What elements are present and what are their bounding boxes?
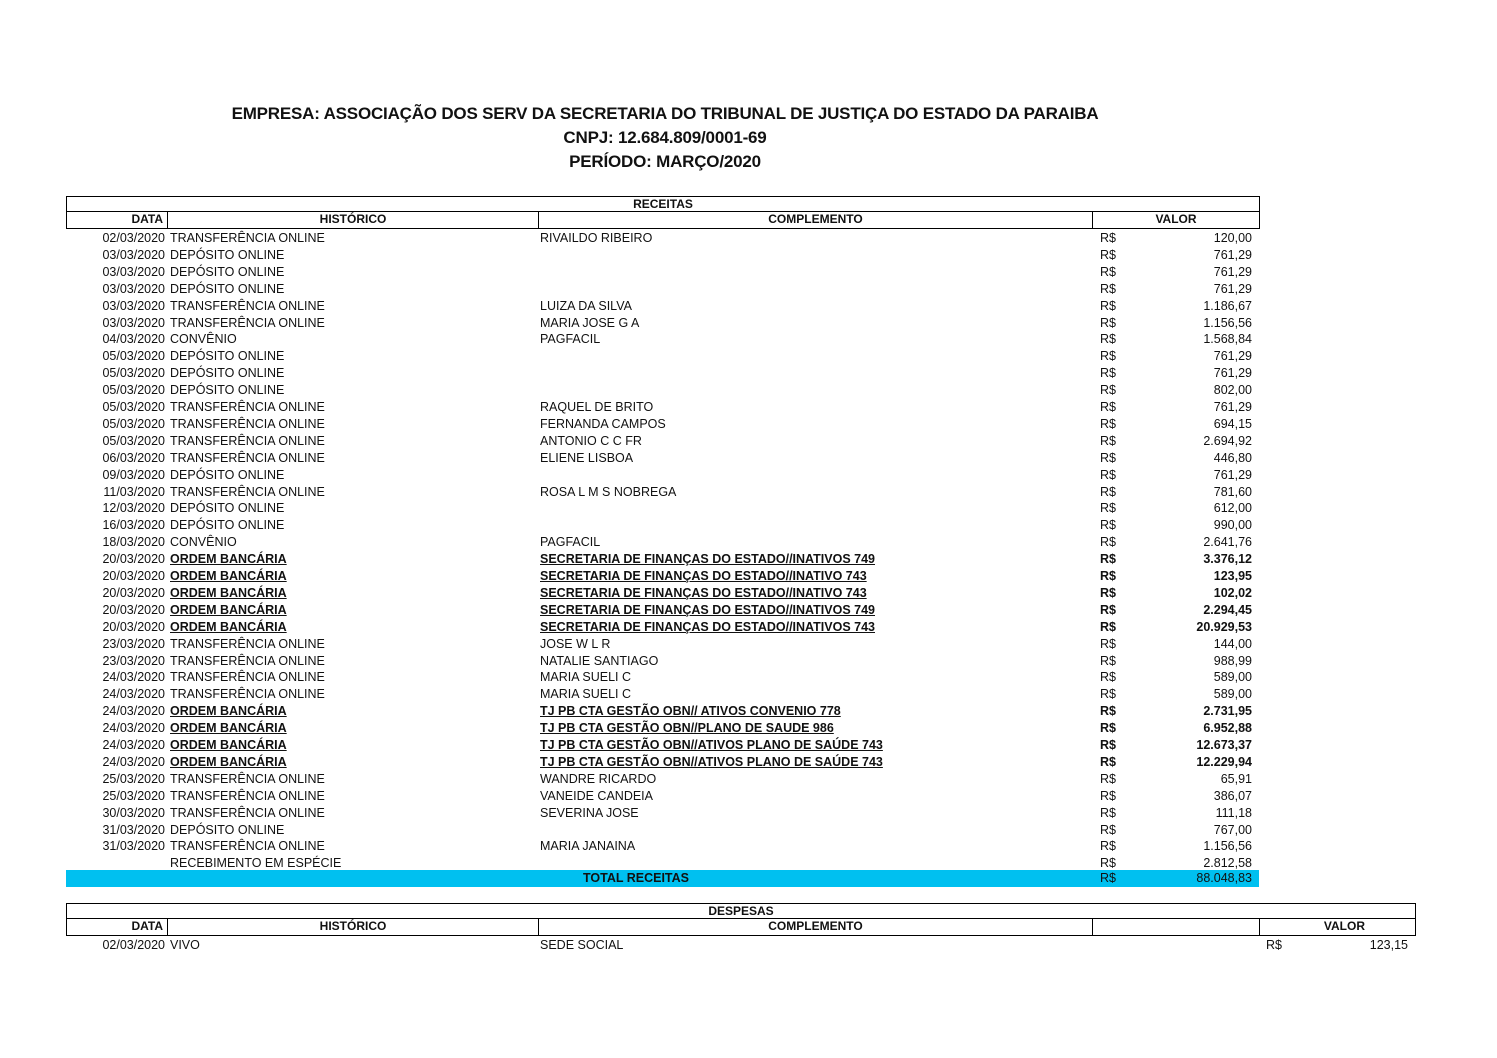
- cell-valor: 2.694,92: [1203, 433, 1252, 448]
- cell-historico: ORDEM BANCÁRIA: [170, 585, 287, 600]
- cell-complemento: SEDE SOCIAL: [540, 938, 624, 952]
- cell-historico: DEPÓSITO ONLINE: [170, 281, 285, 296]
- cell-currency: R$: [1100, 569, 1116, 583]
- cell-complemento: JOSE W L R: [540, 636, 611, 651]
- cell-historico: DEPÓSITO ONLINE: [170, 366, 285, 381]
- cell-complemento: TJ PB CTA GESTÃO OBN//PLANO DE SAUDE 986: [540, 721, 834, 736]
- cell-currency: R$: [1100, 805, 1116, 820]
- desp-col-historico: HISTÓRICO: [168, 919, 539, 936]
- cell-complemento: VANEIDE CANDEIA: [540, 788, 653, 803]
- cell-date: 12/03/2020: [102, 501, 165, 516]
- cell-historico: TRANSFERÊNCIA ONLINE: [170, 687, 325, 702]
- cell-date: 24/03/2020: [102, 704, 165, 719]
- table-row: [66, 517, 1260, 534]
- table-row: [66, 838, 1260, 855]
- col-valor: VALOR: [1093, 212, 1260, 229]
- cell-valor: 761,29: [1213, 264, 1252, 279]
- cell-valor: 1.156,56: [1203, 315, 1252, 330]
- cell-date: 04/03/2020: [102, 332, 165, 347]
- cell-currency: R$: [1100, 231, 1116, 245]
- cell-date: 30/03/2020: [102, 805, 165, 820]
- cell-date: 24/03/2020: [102, 670, 165, 685]
- cell-complemento: MARIA SUELI C: [540, 670, 631, 685]
- cell-valor: 120,00: [1213, 231, 1252, 245]
- table-row: [66, 281, 1260, 298]
- table-row: [66, 937, 1416, 954]
- cell-complemento: WANDRE RICARDO: [540, 771, 657, 786]
- cell-currency: R$: [1100, 484, 1116, 499]
- table-row: [66, 754, 1260, 771]
- table-row: [66, 467, 1260, 484]
- cell-valor: 111,18: [1215, 805, 1252, 820]
- table-row: [66, 686, 1260, 703]
- cell-currency: R$: [1100, 315, 1116, 330]
- cell-valor: 761,29: [1213, 349, 1252, 364]
- cell-historico: DEPÓSITO ONLINE: [170, 501, 285, 516]
- cell-historico: TRANSFERÊNCIA ONLINE: [170, 433, 325, 448]
- cell-historico: TRANSFERÊNCIA ONLINE: [170, 231, 325, 245]
- cell-date: 20/03/2020: [102, 569, 165, 583]
- cell-historico: DEPÓSITO ONLINE: [170, 383, 285, 398]
- cell-currency: R$: [1100, 754, 1116, 769]
- cell-valor: 612,00: [1213, 501, 1252, 516]
- cell-historico: ORDEM BANCÁRIA: [170, 602, 287, 617]
- cell-historico: ORDEM BANCÁRIA: [170, 754, 287, 769]
- table-row: [66, 331, 1260, 348]
- table-row: [66, 534, 1260, 551]
- cell-currency: R$: [1100, 433, 1116, 448]
- cell-currency: R$: [1100, 332, 1116, 347]
- cell-date: 03/03/2020: [102, 281, 165, 296]
- cell-valor: 2.812,58: [1203, 856, 1252, 871]
- cell-currency: R$: [1100, 298, 1116, 313]
- table-row: [66, 450, 1260, 467]
- cell-complemento: ROSA L M S NOBREGA: [540, 484, 677, 499]
- cell-date: 20/03/2020: [102, 602, 165, 617]
- table-row: [66, 720, 1260, 737]
- cell-currency: R$: [1100, 602, 1116, 617]
- cell-date: 24/03/2020: [102, 687, 165, 702]
- cell-date: 25/03/2020: [102, 771, 165, 786]
- cell-valor: 6.952,88: [1203, 721, 1252, 736]
- cell-date: 25/03/2020: [102, 788, 165, 803]
- cell-currency: R$: [1100, 501, 1116, 516]
- cell-complemento: NATALIE SANTIAGO: [540, 653, 659, 668]
- total-currency: R$: [1100, 871, 1116, 885]
- cell-historico: ORDEM BANCÁRIA: [170, 704, 287, 719]
- col-data: DATA: [66, 212, 168, 229]
- cell-date: 05/03/2020: [102, 366, 165, 381]
- cell-currency: R$: [1100, 738, 1116, 752]
- cell-complemento: MARIA JANAINA: [540, 839, 636, 854]
- cell-complemento: MARIA SUELI C: [540, 687, 631, 702]
- col-complemento: COMPLEMENTO: [539, 212, 1093, 229]
- cell-complemento: PAGFACIL: [540, 332, 601, 347]
- cell-currency: R$: [1100, 721, 1116, 736]
- cell-complemento: ANTONIO C C FR: [540, 433, 642, 448]
- cell-date: 31/03/2020: [102, 822, 165, 837]
- table-row: [66, 788, 1260, 805]
- cell-valor: 2.294,45: [1203, 602, 1252, 617]
- table-row: [66, 551, 1260, 568]
- cell-date: 11/03/2020: [103, 484, 165, 499]
- cell-valor: 2.731,95: [1203, 704, 1252, 719]
- cell-historico: TRANSFERÊNCIA ONLINE: [170, 636, 325, 651]
- cell-complemento: TJ PB CTA GESTÃO OBN//ATIVOS PLANO DE SAÚDE 743: [540, 754, 883, 769]
- cell-currency: R$: [1100, 416, 1116, 431]
- cell-complemento: SECRETARIA DE FINANÇAS DO ESTADO//INATIVOS 743: [540, 619, 875, 634]
- cell-valor: 2.641,76: [1203, 535, 1252, 550]
- cell-valor: 761,29: [1213, 467, 1252, 482]
- table-row: [66, 416, 1260, 433]
- cell-historico: ORDEM BANCÁRIA: [170, 552, 287, 567]
- company-heading: EMPRESA: ASSOCIAÇÃO DOS SERV DA SECRETARIA DO TRIBUNAL DE JUSTIÇA DO ESTADO DA PARAIBA: [231, 104, 1099, 123]
- cell-currency: R$: [1100, 653, 1116, 668]
- cell-complemento: SECRETARIA DE FINANÇAS DO ESTADO//INATIVOS 749: [540, 552, 875, 567]
- cell-valor: 123,95: [1213, 569, 1252, 583]
- cell-currency: R$: [1100, 383, 1116, 398]
- table-row: [66, 433, 1260, 450]
- cell-complemento: SECRETARIA DE FINANÇAS DO ESTADO//INATIVO 743: [540, 569, 867, 583]
- cell-complemento: TJ PB CTA GESTÃO OBN// ATIVOS CONVENIO 778: [540, 704, 841, 719]
- cell-date: 03/03/2020: [102, 264, 165, 279]
- cell-complemento: MARIA JOSE G A: [540, 315, 640, 330]
- cell-historico: CONVÊNIO: [170, 535, 237, 550]
- cell-historico: ORDEM BANCÁRIA: [170, 738, 287, 752]
- table-row: [66, 484, 1260, 501]
- cell-complemento: LUIZA DA SILVA: [540, 298, 632, 313]
- cell-currency: R$: [1100, 856, 1116, 871]
- receitas-title: RECEITAS: [66, 196, 1260, 212]
- table-row: [66, 298, 1260, 315]
- cell-date: 02/03/2020: [102, 938, 165, 952]
- cell-date: 05/03/2020: [102, 400, 165, 414]
- table-row: [66, 315, 1260, 332]
- total-receitas-row: [66, 870, 1259, 887]
- table-row: [66, 636, 1260, 653]
- cell-historico: DEPÓSITO ONLINE: [170, 518, 285, 533]
- cell-historico: TRANSFERÊNCIA ONLINE: [170, 298, 325, 313]
- table-row: [66, 500, 1260, 517]
- cell-currency: R$: [1100, 585, 1116, 600]
- cell-historico: TRANSFERÊNCIA ONLINE: [170, 653, 325, 668]
- cell-currency: R$: [1100, 518, 1116, 533]
- cell-date: 05/03/2020: [102, 349, 165, 364]
- cell-currency: R$: [1266, 938, 1282, 952]
- cell-valor: 102,02: [1213, 585, 1252, 600]
- cell-date: 24/03/2020: [102, 721, 165, 736]
- cell-complemento: TJ PB CTA GESTÃO OBN//ATIVOS PLANO DE SAÚDE 743: [540, 738, 883, 752]
- period-heading: PERÍODO: MARÇO/2020: [569, 152, 761, 171]
- table-row: [66, 382, 1260, 399]
- cell-complemento: SEVERINA JOSE: [540, 805, 639, 820]
- cell-valor: 20.929,53: [1196, 619, 1252, 634]
- cell-historico: ORDEM BANCÁRIA: [170, 619, 287, 634]
- despesas-title: DESPESAS: [66, 903, 1416, 919]
- cell-date: 05/03/2020: [102, 383, 165, 398]
- table-row: [66, 399, 1260, 416]
- cell-valor: 446,80: [1213, 450, 1252, 465]
- cell-historico: DEPÓSITO ONLINE: [170, 247, 285, 262]
- cell-valor: 12.673,37: [1196, 738, 1252, 752]
- cell-date: 18/03/2020: [102, 535, 165, 550]
- cell-historico: TRANSFERÊNCIA ONLINE: [170, 839, 325, 854]
- cell-currency: R$: [1100, 670, 1116, 685]
- cell-historico: ORDEM BANCÁRIA: [170, 721, 287, 736]
- cell-date: 03/03/2020: [102, 298, 165, 313]
- cell-currency: R$: [1100, 450, 1116, 465]
- cell-historico: TRANSFERÊNCIA ONLINE: [170, 788, 325, 803]
- cell-date: 23/03/2020: [102, 653, 165, 668]
- cell-historico: TRANSFERÊNCIA ONLINE: [170, 771, 325, 786]
- cell-date: 05/03/2020: [102, 433, 165, 448]
- table-row: [66, 602, 1260, 619]
- cell-date: 05/03/2020: [102, 416, 165, 431]
- cell-currency: R$: [1100, 687, 1116, 702]
- cell-valor: 990,00: [1213, 518, 1252, 533]
- cell-currency: R$: [1100, 400, 1116, 414]
- desp-col-data: DATA: [66, 919, 168, 936]
- cell-historico: DEPÓSITO ONLINE: [170, 264, 285, 279]
- cell-currency: R$: [1100, 704, 1116, 719]
- cell-complemento: SECRETARIA DE FINANÇAS DO ESTADO//INATIVO 743: [540, 585, 867, 600]
- cell-historico: DEPÓSITO ONLINE: [170, 349, 285, 364]
- cell-historico: ORDEM BANCÁRIA: [170, 569, 287, 583]
- cell-complemento: FERNANDA CAMPOS: [540, 416, 666, 431]
- table-row: [66, 703, 1260, 720]
- cell-valor: 761,29: [1213, 400, 1252, 414]
- cell-valor: 761,29: [1213, 247, 1252, 262]
- cell-currency: R$: [1100, 247, 1116, 262]
- cell-valor: 1.186,67: [1203, 298, 1252, 313]
- cell-complemento: PAGFACIL: [540, 535, 601, 550]
- table-row: [66, 348, 1260, 365]
- cell-currency: R$: [1100, 619, 1116, 634]
- cell-valor: 12.229,94: [1196, 754, 1252, 769]
- cell-valor: 386,07: [1213, 788, 1252, 803]
- cell-historico: DEPÓSITO ONLINE: [170, 467, 285, 482]
- cell-currency: R$: [1100, 822, 1116, 837]
- cell-currency: R$: [1100, 264, 1116, 279]
- cell-date: 24/03/2020: [102, 754, 165, 769]
- table-row: [66, 771, 1260, 788]
- cell-date: 24/03/2020: [102, 738, 165, 752]
- cell-historico: RECEBIMENTO EM ESPÉCIE: [170, 856, 342, 871]
- cell-valor: 3.376,12: [1203, 552, 1252, 567]
- cell-historico: TRANSFERÊNCIA ONLINE: [170, 400, 325, 414]
- cell-valor: 767,00: [1213, 822, 1252, 837]
- cell-valor: 589,00: [1213, 687, 1252, 702]
- cell-complemento: ELIENE LISBOA: [540, 450, 634, 465]
- cell-date: 23/03/2020: [102, 636, 165, 651]
- cell-currency: R$: [1100, 771, 1116, 786]
- table-row: [66, 264, 1260, 281]
- table-row: [66, 568, 1260, 585]
- desp-col-complemento: COMPLEMENTO: [539, 919, 1093, 936]
- cell-date: 03/03/2020: [102, 247, 165, 262]
- table-row: [66, 822, 1260, 839]
- cell-date: 31/03/2020: [102, 839, 165, 854]
- cell-historico: TRANSFERÊNCIA ONLINE: [170, 484, 325, 499]
- cell-complemento: SECRETARIA DE FINANÇAS DO ESTADO//INATIVOS 749: [540, 602, 875, 617]
- cell-valor: 1.156,56: [1203, 839, 1252, 854]
- cell-valor: 144,00: [1213, 636, 1252, 651]
- table-row: [66, 669, 1260, 686]
- cell-historico: TRANSFERÊNCIA ONLINE: [170, 805, 325, 820]
- cell-date: 03/03/2020: [102, 315, 165, 330]
- table-row: [66, 247, 1260, 264]
- cell-historico: TRANSFERÊNCIA ONLINE: [170, 315, 325, 330]
- cell-date: 06/03/2020: [102, 450, 165, 465]
- cnpj-heading: CNPJ: 12.684.809/0001-69: [563, 128, 767, 147]
- cell-historico: VIVO: [170, 938, 200, 952]
- cell-valor: 802,00: [1213, 383, 1252, 398]
- cell-date: 16/03/2020: [102, 518, 165, 533]
- cell-historico: TRANSFERÊNCIA ONLINE: [170, 450, 325, 465]
- cell-valor: 694,15: [1213, 416, 1252, 431]
- table-row: [66, 619, 1260, 636]
- cell-currency: R$: [1100, 535, 1116, 550]
- cell-valor: 589,00: [1213, 670, 1252, 685]
- cell-currency: R$: [1100, 552, 1116, 567]
- cell-valor: 781,60: [1213, 484, 1252, 499]
- cell-valor: 761,29: [1213, 366, 1252, 381]
- cell-date: 20/03/2020: [102, 552, 165, 567]
- cell-valor: 1.568,84: [1203, 332, 1252, 347]
- cell-historico: TRANSFERÊNCIA ONLINE: [170, 416, 325, 431]
- desp-col-valor: VALOR: [1260, 919, 1416, 936]
- total-label: TOTAL RECEITAS: [582, 871, 690, 885]
- cell-historico: DEPÓSITO ONLINE: [170, 822, 285, 837]
- cell-currency: R$: [1100, 349, 1116, 364]
- cell-complemento: RIVAILDO RIBEIRO: [540, 231, 653, 245]
- cell-date: 02/03/2020: [102, 231, 165, 245]
- cell-currency: R$: [1100, 636, 1116, 651]
- cell-currency: R$: [1100, 788, 1116, 803]
- cell-valor: 123,15: [1369, 938, 1408, 952]
- total-value: 88.048,83: [1196, 871, 1252, 885]
- cell-valor: 988,99: [1213, 653, 1252, 668]
- cell-complemento: RAQUEL DE BRITO: [540, 400, 654, 414]
- cell-currency: R$: [1100, 467, 1116, 482]
- cell-date: 09/03/2020: [102, 467, 165, 482]
- desp-col-blank: [1093, 919, 1260, 936]
- cell-valor: 65,91: [1220, 771, 1252, 786]
- table-row: [66, 365, 1260, 382]
- cell-historico: CONVÊNIO: [170, 332, 237, 347]
- cell-date: 20/03/2020: [102, 619, 165, 634]
- cell-currency: R$: [1100, 281, 1116, 296]
- col-historico: HISTÓRICO: [168, 212, 539, 229]
- table-row: [66, 230, 1260, 247]
- cell-date: 20/03/2020: [102, 585, 165, 600]
- table-row: [66, 653, 1260, 670]
- table-row: [66, 737, 1260, 754]
- table-row: [66, 585, 1260, 602]
- table-row: [66, 805, 1260, 822]
- cell-historico: TRANSFERÊNCIA ONLINE: [170, 670, 325, 685]
- cell-currency: R$: [1100, 839, 1116, 854]
- cell-valor: 761,29: [1213, 281, 1252, 296]
- cell-currency: R$: [1100, 366, 1116, 381]
